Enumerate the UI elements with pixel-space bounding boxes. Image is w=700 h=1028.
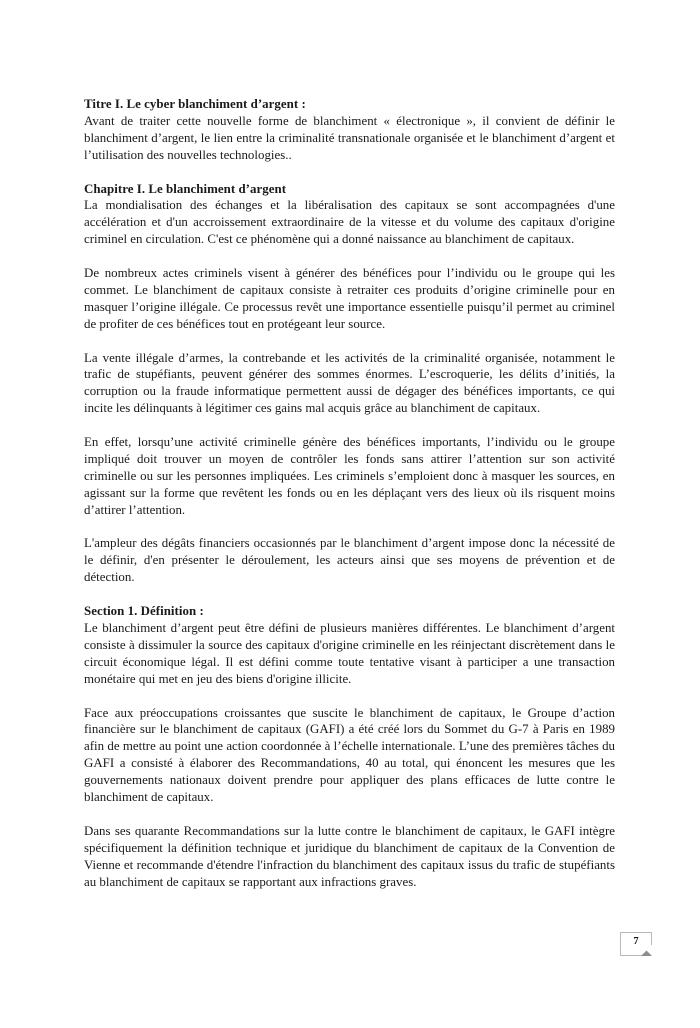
document-paragraph-block xyxy=(84,535,615,586)
page-number-label: 7 xyxy=(633,936,639,947)
folded-corner-inner-icon xyxy=(641,945,652,956)
paragraph: En effet, lorsqu’une activité criminelle génère des bénéfices importants, l’individu ou le groupe impliqué doit trouver un moyen de contrôler les fonds sans attirer l’attention sur son activité criminelle ou sur les personnes impliquées. Les criminels s’emploient donc à masquer les sources, en agissant sur la forme que revêtent les fonds ou en les déplaçant vers des lieux où ils risquent moins d’attirer l’attention. xyxy=(84,435,615,517)
document-paragraph-block xyxy=(84,434,615,519)
paragraph: Face aux préoccupations croissantes que suscite le blanchiment de capitaux, le Groupe d’action financière sur le blanchiment de capitaux (GAFI) a été créé lors du Sommet du G-7 à Paris en 1989 afin de mettre au point une action coordonnée à l’échelle internationale. L’une des premières tâches du GAFI a consisté à élaborer des Recommandations, 40 au total, qui énoncent les mesures que les gouvernements nationaux doivent prendre pour appliquer des plans efficaces de lutte contre le blanchiment de capitaux. xyxy=(84,705,615,805)
document-paragraph-block xyxy=(84,823,615,891)
document-paragraph-block xyxy=(84,265,615,333)
paragraph: La vente illégale d’armes, la contrebande et les activités de la criminalité organisée, notamment le trafic de stupéfiants, peuvent générer des sommes énormes. L’escroquerie, les délits d’initiés, la corruption ou la fraude informatique permettent aussi de dégager des bénéfices importants, ce qui incite les délinquants à légitimer ces gains mal acquis grâce au blanchiment de capitaux. xyxy=(84,350,615,416)
paragraph: De nombreux actes criminels visent à générer des bénéfices pour l’individu ou le groupe qui les commet. Le blanchiment de capitaux consiste à retraiter ces produits d’origine criminelle pour en masquer l’origine illégale. Ce processus revêt une importance essentielle puisqu’il permet au criminel de profiter de ces bénéfices tout en protégeant leur source. xyxy=(84,266,615,331)
section-heading-section-1: Section 1. Définition : xyxy=(84,604,204,619)
document-paragraph-block xyxy=(84,705,615,806)
document-section xyxy=(84,603,615,688)
paragraph: Le blanchiment d’argent peut être défini de plusieurs manières différentes. Le blanchiment d’argent consiste à dissimuler la source des capitaux d'origine criminelle en les réinjectant discrètement dans le circuit économique légal. Il est défini comme toute tentative visant à participer a une transaction monétaire qui met en jeu des biens d'origine illicite. xyxy=(84,621,615,686)
paragraph: Dans ses quarante Recommandations sur la lutte contre le blanchiment de capitaux, le GAFI intègre spécifiquement la définition technique et juridique du blanchiment de capitaux de la Convention de Vienne et recommande d'étendre l'infraction du blanchiment des capitaux issus du trafic de stupéfiants au blanchiment de capitaux se rapportant aux infractions graves. xyxy=(84,823,615,889)
section-heading-titre-1: Titre I. Le cyber blanchiment d’argent : xyxy=(84,97,306,111)
document-paragraph-block xyxy=(84,350,615,418)
document-body xyxy=(84,96,615,890)
page-number-badge xyxy=(620,932,652,956)
paragraph: L'ampleur des dégâts financiers occasionnés par le blanchiment d’argent impose donc la nécessité de le définir, d'en présenter le déroulement, les acteurs ainsi que ses moyens de prévention et de détection. xyxy=(84,536,615,585)
paragraph: Avant de traiter cette nouvelle forme de blanchiment « électronique », il convient de définir le blanchiment d’argent, le lien entre la criminalité transnationale organisée et le blanchiment d’argent et l’utilisation des nouvelles technologies.. xyxy=(84,113,615,162)
section-heading-chapitre-1: Chapitre I. Le blanchiment d’argent xyxy=(84,181,287,196)
document-section xyxy=(84,181,615,249)
document-section xyxy=(84,96,615,164)
paragraph: La mondialisation des échanges et la libéralisation des capitaux se sont accompagnées d'une accélération et d'un accroissement extraordinaire de la vitesse et du volume des capitaux d'origine criminel en circulation. C'est ce phénomène qui a donné naissance au blanchiment de capitaux. xyxy=(84,198,615,247)
